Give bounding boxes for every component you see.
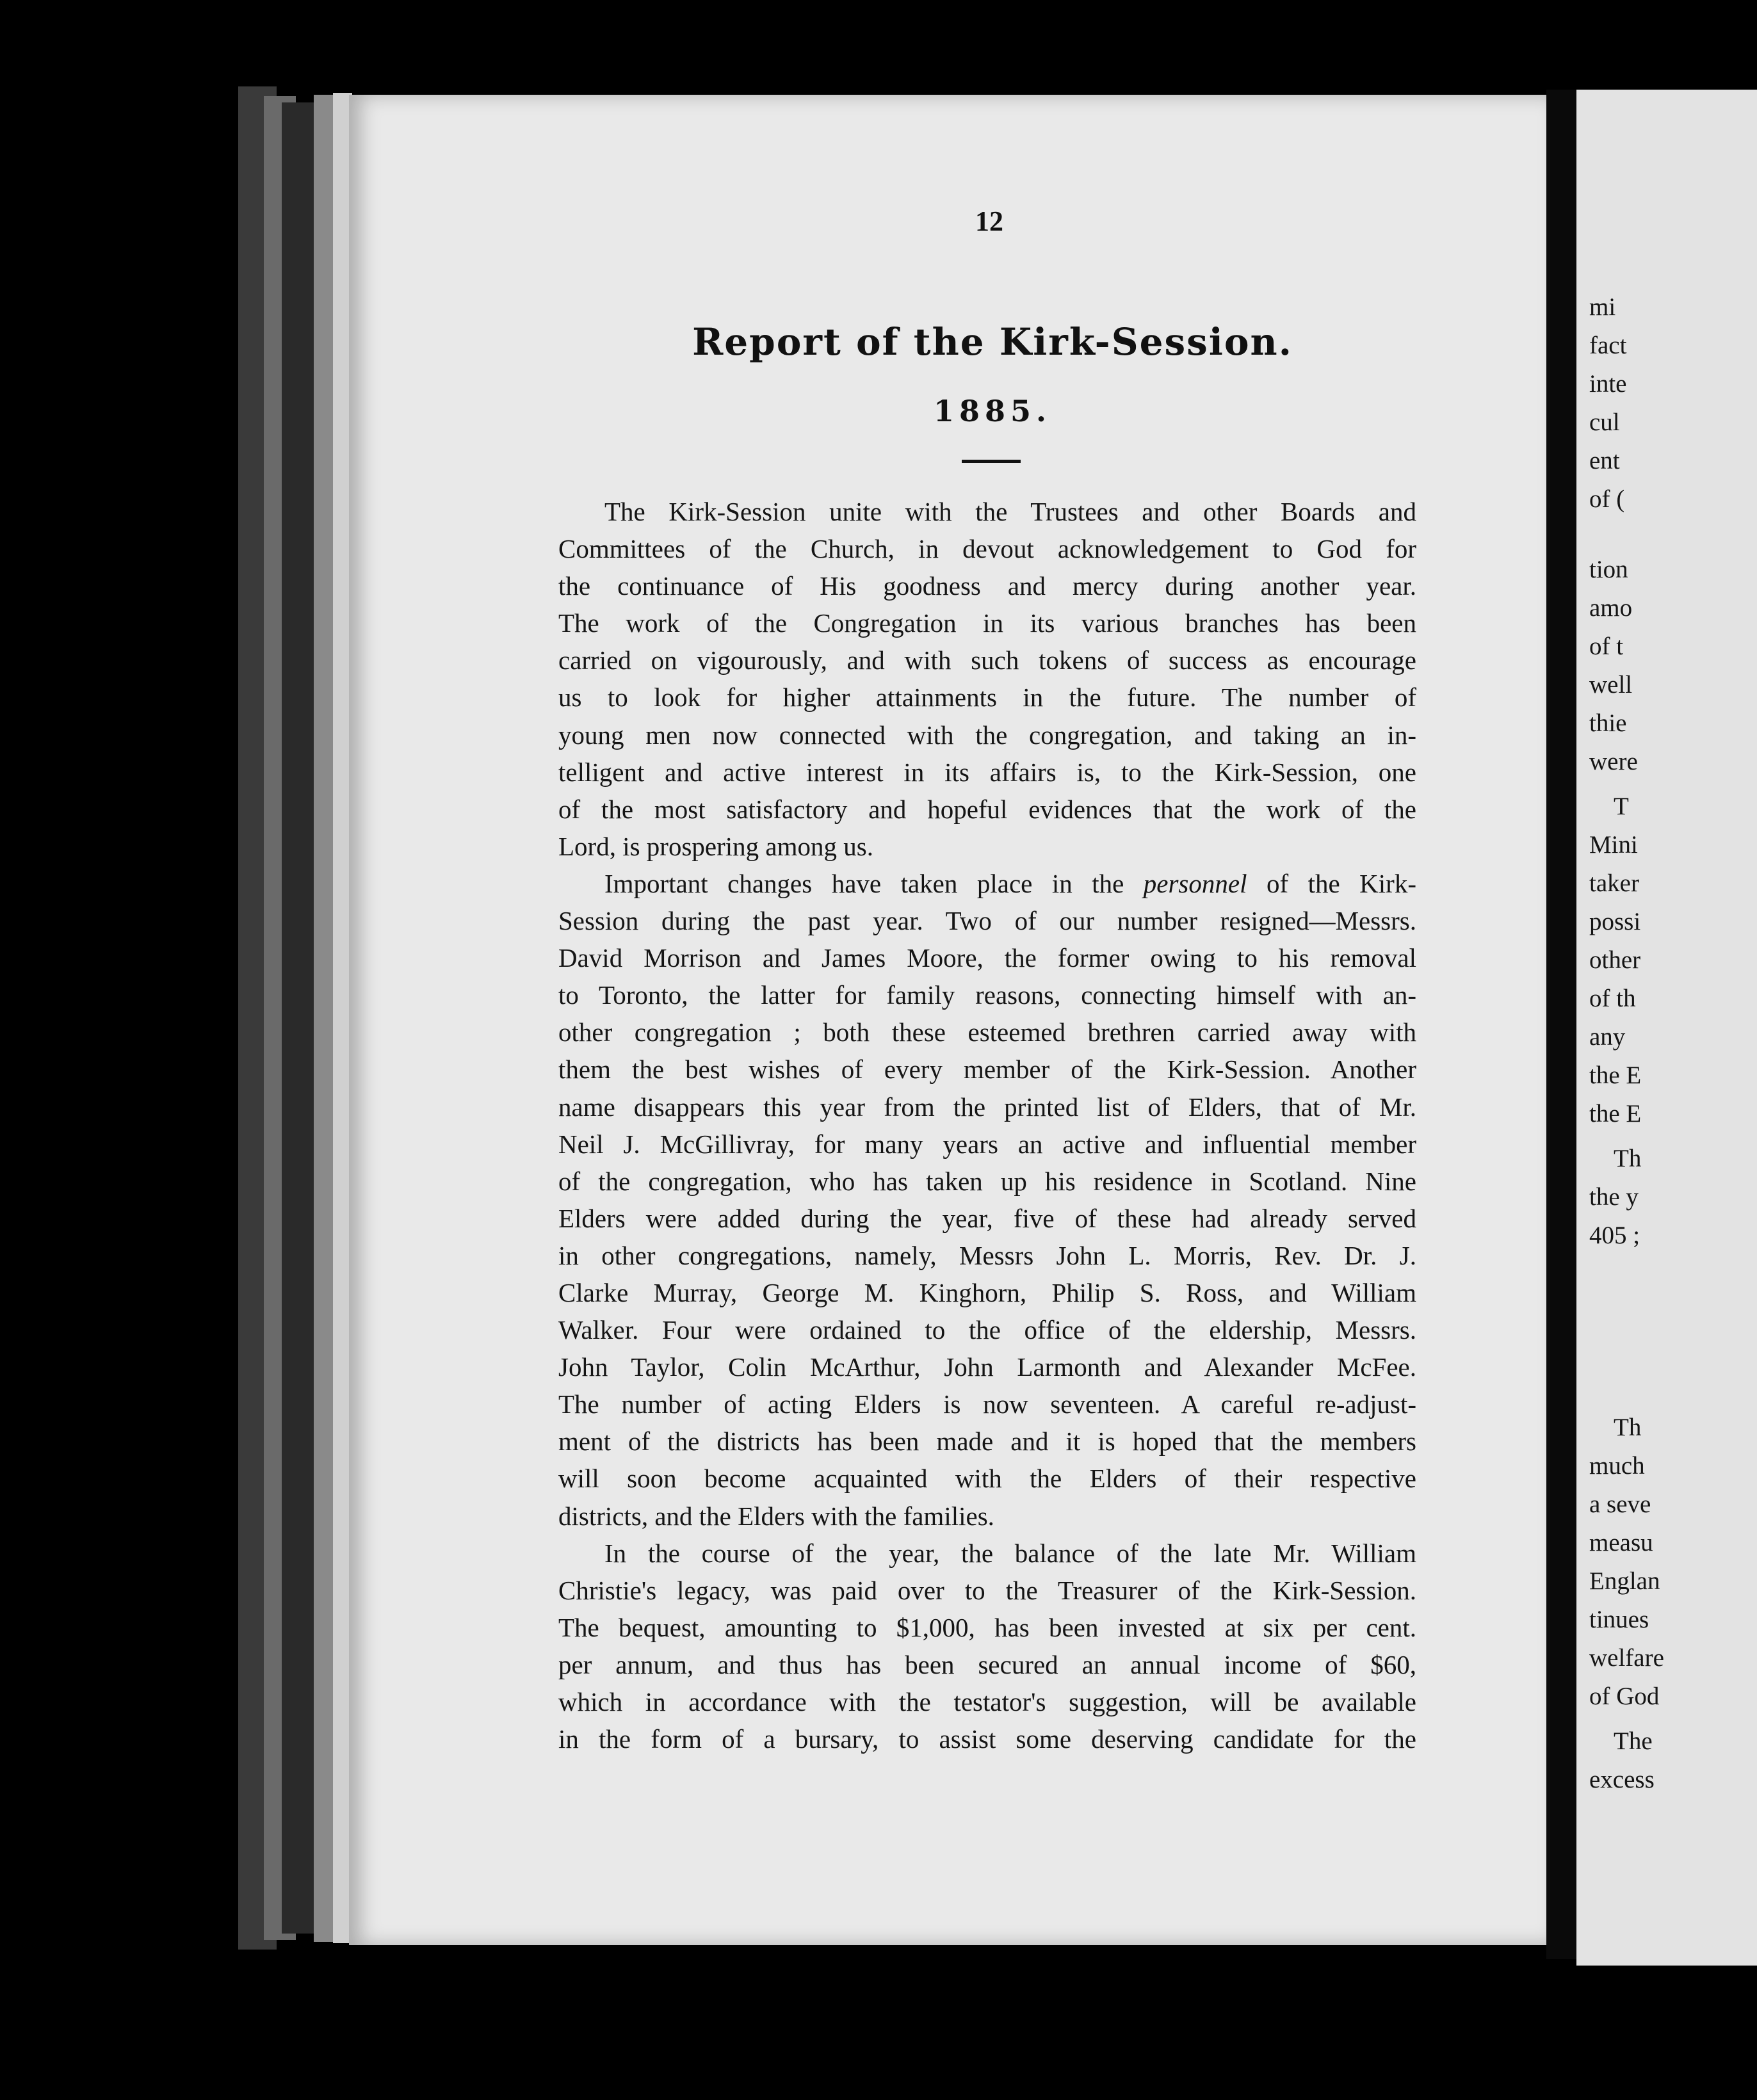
text-line: us to look for higher attainments in the future. The number of: [558, 682, 1416, 713]
right-page-text-fragment: the E: [1589, 1062, 1642, 1089]
right-page-text-fragment: The: [1614, 1727, 1653, 1755]
text-line: other congregation ; both these esteemed brethren carried away with: [558, 1017, 1416, 1047]
right-page-text-fragment: Mini: [1589, 831, 1638, 859]
text-line: The Kirk-Session unite with the Trustees and other Boards and: [604, 497, 1416, 526]
right-page-text-fragment: a seve: [1589, 1490, 1651, 1518]
text-line: Elders were added during the year, five of these had already served: [558, 1203, 1416, 1233]
text-line: The work of the Congregation in its various branches has been: [558, 608, 1416, 638]
text-line: the continuance of His goodness and mercy during another year.: [558, 571, 1416, 601]
text-line: Important changes have taken place in the personnel of the Kirk-: [604, 868, 1416, 898]
text-line: Lord, is prospering among us.: [558, 831, 873, 861]
right-page-text-fragment: well: [1589, 671, 1633, 699]
text-line: of the most satisfactory and hopeful evidences that the work of the: [558, 794, 1416, 824]
text-line: districts, and the Elders with the families.: [558, 1501, 994, 1531]
right-page-text-fragment: Th: [1614, 1145, 1642, 1172]
right-page-text-fragment: excess: [1589, 1766, 1655, 1793]
right-page-text-fragment: of God: [1589, 1683, 1660, 1710]
text-line: per annum, and thus has been secured an annual income of $60,: [558, 1649, 1416, 1679]
right-page-text-fragment: Th: [1614, 1414, 1642, 1441]
right-page-text-fragment: were: [1589, 748, 1638, 775]
text-line: Session during the past year. Two of our number resigned—Messrs.: [558, 906, 1416, 936]
right-page-text-fragment: 405 ;: [1589, 1222, 1640, 1249]
right-page-text-fragment: much: [1589, 1452, 1645, 1480]
right-page-text-fragment: fact: [1589, 332, 1627, 359]
text-line: telligent and active interest in its affairs is, to the Kirk-Session, one: [558, 757, 1416, 787]
right-page: [1576, 90, 1757, 1966]
page-number: 12: [975, 206, 1003, 237]
text-line: to Toronto, the latter for family reasons, connecting himself with an-: [558, 980, 1416, 1010]
text-line: Neil J. McGillivray, for many years an active and influential member: [558, 1129, 1416, 1159]
text-line: them the best wishes of every member of the Kirk-Session. Another: [558, 1054, 1416, 1085]
right-page-text-fragment: tion: [1589, 556, 1628, 583]
text-line: John Taylor, Colin McArthur, John Larmonth and Alexander McFee.: [558, 1352, 1416, 1382]
text-line: ment of the districts has been made and it is hoped that the members: [558, 1426, 1416, 1457]
right-page-text-fragment: ent: [1589, 447, 1620, 474]
right-page-text-fragment: welfare: [1589, 1644, 1664, 1672]
right-page-text-fragment: of th: [1589, 985, 1636, 1012]
text-line: The bequest, amounting to $1,000, has been invested at six per cent.: [558, 1612, 1416, 1642]
right-page-text-fragment: inte: [1589, 370, 1627, 398]
paragraph: [558, 865, 1416, 1535]
right-page-text-fragment: of t: [1589, 633, 1624, 660]
right-page-text-fragment: mi: [1589, 293, 1616, 321]
text-line: will soon become acquainted with the Elders of their respective: [558, 1464, 1416, 1494]
right-page-text-fragment: of (: [1589, 485, 1625, 513]
right-page-text-fragment: the E: [1589, 1100, 1642, 1127]
right-page-text-fragment: measu: [1589, 1529, 1653, 1556]
paragraph: [558, 493, 1416, 865]
paragraph: [558, 1535, 1416, 1758]
right-page-text-fragment: thie: [1589, 709, 1627, 737]
text-line: Clarke Murray, George M. Kinghorn, Philip S. Ross, and William: [558, 1277, 1416, 1307]
text-line: young men now connected with the congregation, and taking an in-: [558, 720, 1416, 750]
report-body: [558, 493, 1416, 1757]
title-rule: [962, 460, 1021, 463]
text-line: in other congregations, namely, Messrs John L. Morris, Rev. Dr. J.: [558, 1240, 1416, 1270]
right-page-text-fragment: T: [1614, 793, 1629, 820]
right-page-text-fragment: other: [1589, 946, 1641, 974]
text-line: Christie's legacy, was paid over to the Treasurer of the Kirk-Session.: [558, 1575, 1416, 1605]
text-line: in the form of a bursary, to assist some deserving candidate for the: [558, 1724, 1416, 1754]
text-line: name disappears this year from the printed list of Elders, that of Mr.: [558, 1092, 1416, 1122]
text-line: of the congregation, who has taken up his residence in Scotland. Nine: [558, 1166, 1416, 1196]
right-page-text-fragment: tinues: [1589, 1606, 1649, 1633]
right-page-text-fragment: any: [1589, 1023, 1626, 1051]
text-line: In the course of the year, the balance of the late Mr. William: [604, 1538, 1416, 1568]
book-gutter: [1546, 90, 1578, 1959]
page-title: Report of the Kirk-Session.: [692, 320, 1293, 364]
right-page-text-fragment: possi: [1589, 908, 1641, 935]
text-line: Committees of the Church, in devout acknowledgement to God for: [558, 534, 1416, 564]
right-page-text-fragment: Englan: [1589, 1567, 1660, 1595]
right-page-text-fragment: taker: [1589, 869, 1639, 897]
report-year: 1885.: [933, 394, 1052, 428]
right-page-text-fragment: cul: [1589, 408, 1620, 436]
text-line: which in accordance with the testator's suggestion, will be available: [558, 1687, 1416, 1716]
right-page-text-fragment: the y: [1589, 1183, 1639, 1211]
text-line: The number of acting Elders is now seventeen. A careful re-adjust-: [558, 1389, 1416, 1419]
text-line: David Morrison and James Moore, the former owing to his removal: [558, 943, 1416, 973]
text-line: carried on vigourously, and with such tokens of success as encourage: [558, 645, 1416, 675]
text-line: Walker. Four were ordained to the office of the eldership, Messrs.: [558, 1315, 1416, 1345]
right-page-text-fragment: amo: [1589, 594, 1633, 622]
